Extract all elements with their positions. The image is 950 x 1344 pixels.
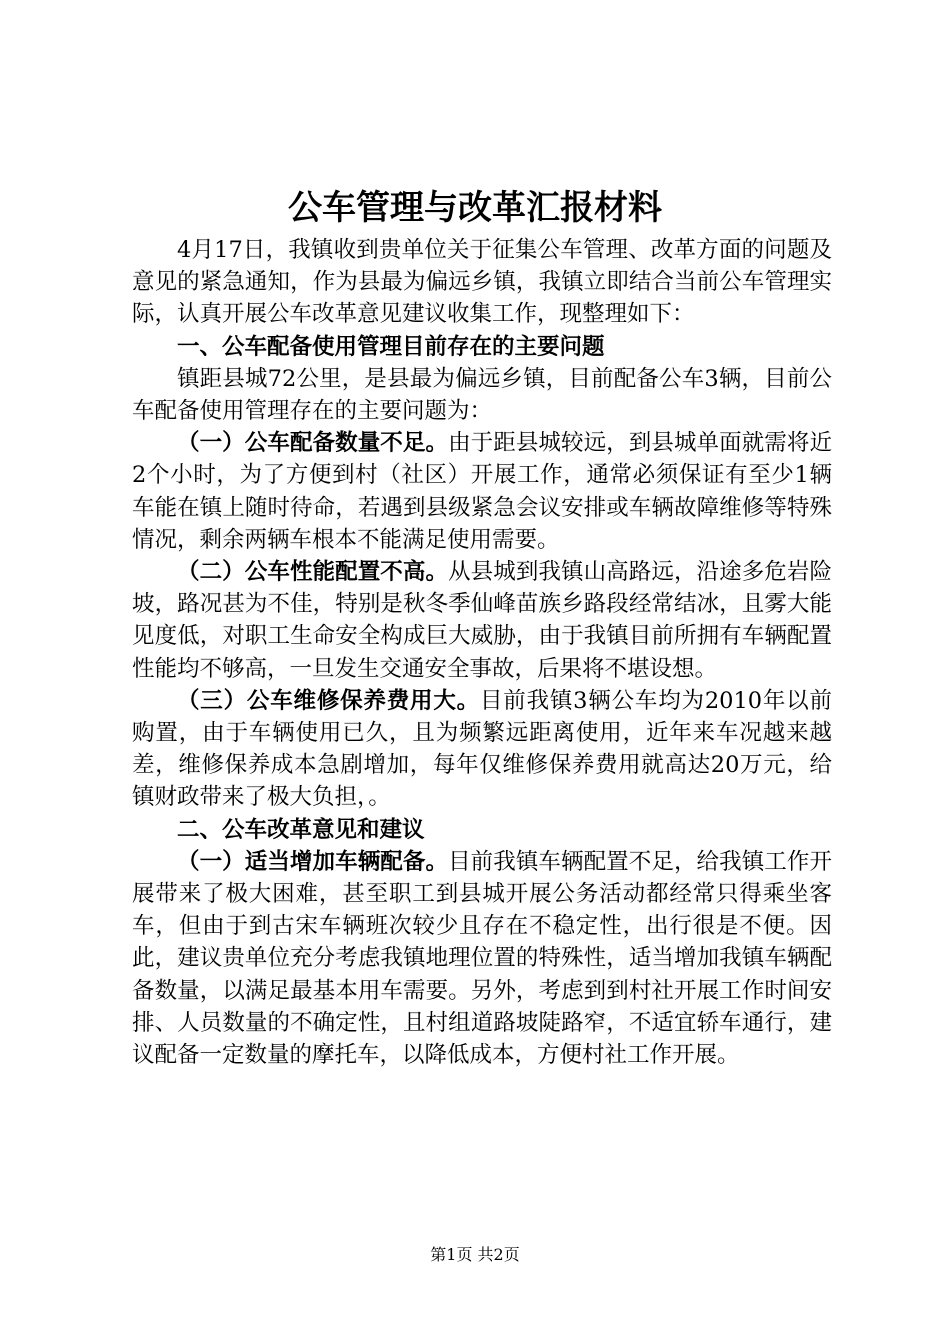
section-1-item-2 (132, 556, 832, 685)
item-lead: （一）适当增加车辆配备。 (177, 848, 449, 875)
item-text: 目前我镇车辆配置不足，给我镇工作开展带来了极大困难，甚至职工到县城开展公务活动都经常只得乘坐客车，但由于到古宋车辆班次较少且存在不稳定性，出行很是不便。因此，建议贵单位充分考虑我镇地理位置的特殊性，适当增加我镇车辆配备数量，以满足最基本用车需要。另外，考虑到到村社开展工作时间安排、人员数量的不确定性，且村组道路坡陡路窄，不适宜轿车通行，建议配备一定数量的摩托车，以降低成本，方便村社工作开展。 (132, 848, 832, 1069)
section-2-item-1 (132, 846, 832, 1071)
item-lead: （三）公车维修保养费用大。 (177, 687, 480, 714)
section-2-heading: 二、公车改革意见和建议 (177, 816, 425, 843)
item-lead: （一）公车配备数量不足。 (177, 430, 449, 457)
item-lead: （二）公车性能配置不高。 (177, 559, 449, 586)
item-text: 由于距县城较远，到县城单面就需将近2个小时，为了方便到村（社区）开展工作，通常必须保证有至少1辆车能在镇上随时待命，若遇到县级紧急会议安排或车辆故障维修等特殊情况，剩余两辆车根本不能满足使用需要。 (132, 430, 832, 553)
section-1-heading: 一、公车配备使用管理目前存在的主要问题 (177, 333, 605, 360)
item-text: 目前我镇3辆公车均为2010年以前购置，由于车辆使用已久，且为频繁远距离使用，近年来车况越来越差，维修保养成本急剧增加，每年仅维修保养费用就高达20万元，给镇财政带来了极大负担，。 (132, 687, 832, 811)
document-title: 公车管理与改革汇报材料 (288, 188, 662, 228)
document-body (132, 234, 832, 1071)
page-footer: 第1页 共2页 (430, 1245, 520, 1264)
item-text: 从县城到我镇山高路远，沿途多危岩险坡，路况甚为不佳，特别是秋冬季仙峰苗族乡路段经常结冰，且雾大能见度低，对职工生命安全构成巨大威胁，由于我镇目前所拥有车辆配置性能均不够高，一旦发生交通安全事故，后果将不堪设想。 (132, 559, 832, 682)
intro-paragraph: 4月17日，我镇收到贵单位关于征集公车管理、改革方面的问题及意见的紧急通知，作为县最为偏远乡镇，我镇立即结合当前公车管理实际，认真开展公车改革意见建议收集工作，现整理如下： (132, 237, 832, 328)
section-1-intro: 镇距县城72公里，是县最为偏远乡镇，目前配备公车3辆，目前公车配备使用管理存在的主要问题为： (132, 365, 832, 425)
section-1-item-3 (132, 685, 832, 814)
section-1-item-1 (132, 427, 832, 556)
